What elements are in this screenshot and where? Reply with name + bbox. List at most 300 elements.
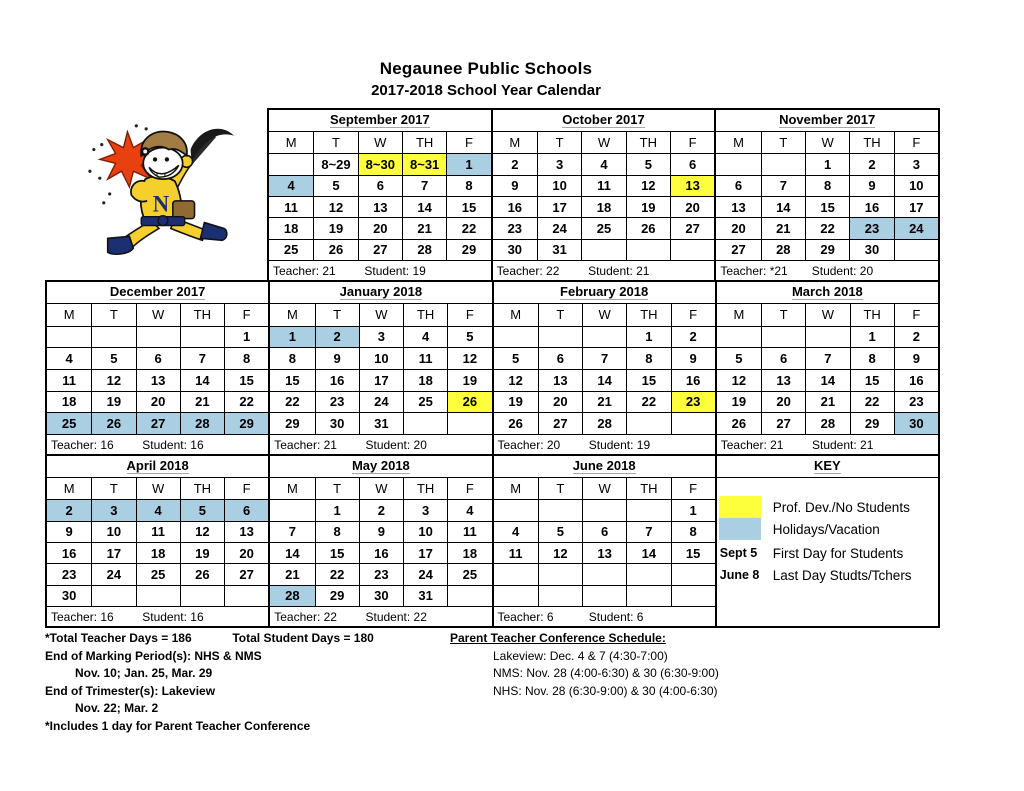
- day-cell: 18: [136, 542, 180, 563]
- day-cell: [626, 499, 670, 520]
- day-cell: 8: [224, 347, 268, 369]
- day-cell: 24: [403, 563, 447, 584]
- day-cell: [626, 412, 670, 434]
- day-cell: 22: [224, 391, 268, 413]
- day-cell: 30: [849, 239, 893, 260]
- footnotes-left: [45, 630, 374, 735]
- day-cell: [494, 585, 538, 606]
- calendar-title: 2017-2018 School Year Calendar: [371, 82, 601, 99]
- day-cell: 18: [403, 369, 447, 391]
- day-cell: [494, 563, 538, 584]
- month-grid: [269, 132, 491, 260]
- day-cell: 5: [313, 175, 357, 196]
- conference-line: NMS: Nov. 28 (4:00-6:30) & 30 (6:30-9:00): [493, 666, 719, 680]
- teacher-count: Teacher: *21: [720, 263, 788, 278]
- day-cell: 28: [402, 239, 446, 260]
- day-cell: 20: [224, 542, 268, 563]
- day-cell: 14: [761, 196, 805, 217]
- day-cell: 19: [91, 391, 135, 413]
- month-footer: [494, 434, 715, 454]
- day-header: M: [63, 307, 75, 323]
- day-header: W: [805, 304, 849, 326]
- day-cell: 14: [805, 369, 849, 391]
- day-cell: [447, 585, 491, 606]
- day-header: M: [510, 307, 522, 323]
- day-cell: 12: [313, 196, 357, 217]
- marking-period-header: End of Marking Period(s): NHS & NMS: [45, 648, 262, 663]
- day-header: TH: [180, 478, 224, 499]
- day-cell: 19: [494, 391, 538, 413]
- day-cell: 12: [91, 369, 135, 391]
- student-count: Student: 22: [365, 609, 427, 624]
- day-cell: 30: [315, 412, 359, 434]
- month-title: January 2018: [270, 282, 491, 304]
- day-cell: 11: [447, 521, 491, 542]
- month-footer: [494, 606, 715, 626]
- student-count: Student: 6: [588, 609, 644, 624]
- mascot-logo: [80, 116, 238, 264]
- day-cell: 28: [761, 239, 805, 260]
- day-cell: 19: [717, 391, 761, 413]
- day-cell: 19: [626, 196, 670, 217]
- day-header: M: [510, 481, 522, 497]
- day-cell: 29: [850, 412, 894, 434]
- day-cell: [494, 326, 538, 348]
- day-cell: 12: [717, 369, 761, 391]
- day-header: F: [447, 304, 491, 326]
- day-cell: 8~29: [313, 153, 357, 174]
- day-cell-holiday: 29: [224, 412, 268, 434]
- day-cell: 25: [403, 391, 447, 413]
- day-cell: 8: [626, 347, 670, 369]
- day-cell: [180, 585, 224, 606]
- month-footer: [493, 260, 715, 280]
- day-cell: 15: [805, 196, 849, 217]
- day-header: TH: [626, 478, 670, 499]
- conference-line: Lakeview: Dec. 4 & 7 (4:30-7:00): [493, 648, 668, 663]
- day-header: TH: [180, 304, 224, 326]
- last-day-date: June 8: [719, 568, 760, 582]
- day-cell: [447, 412, 491, 434]
- day-cell: 6: [136, 347, 180, 369]
- day-cell: 22: [850, 391, 894, 413]
- day-cell: 5: [494, 347, 538, 369]
- day-cell: 7: [180, 347, 224, 369]
- day-cell: 10: [403, 521, 447, 542]
- day-cell-holiday: 23: [849, 217, 893, 238]
- day-header: W: [136, 478, 180, 499]
- day-cell: 15: [626, 369, 670, 391]
- day-cell-holiday: 2: [315, 326, 359, 348]
- day-cell: 17: [359, 369, 403, 391]
- month-december-2017: [47, 282, 268, 454]
- month-title: November 2017: [716, 110, 938, 132]
- day-cell: 8: [850, 347, 894, 369]
- student-count: Student: 19: [364, 263, 426, 278]
- day-cell: 20: [670, 196, 714, 217]
- month-grid: [493, 132, 715, 260]
- day-cell: 16: [894, 369, 938, 391]
- day-header: F: [224, 304, 268, 326]
- front-boot: [108, 236, 134, 254]
- day-header: F: [894, 304, 938, 326]
- day-header: F: [446, 132, 490, 153]
- day-cell: 10: [894, 175, 938, 196]
- month-grid: [270, 304, 491, 434]
- day-cell: 26: [180, 563, 224, 584]
- day-cell-prof-dev: 23: [671, 391, 715, 413]
- month-march-2018: [717, 282, 938, 454]
- day-cell: 9: [315, 347, 359, 369]
- day-header: F: [224, 478, 268, 499]
- day-header: F: [671, 478, 715, 499]
- day-cell: 7: [402, 175, 446, 196]
- day-cell: [581, 239, 625, 260]
- month-grid: [47, 304, 268, 434]
- day-cell: 5: [91, 347, 135, 369]
- day-cell: 11: [47, 369, 91, 391]
- day-cell: 4: [494, 521, 538, 542]
- day-cell-holiday: 6: [224, 499, 268, 520]
- day-cell: 29: [446, 239, 490, 260]
- day-cell: 31: [359, 412, 403, 434]
- day-cell: 1: [671, 499, 715, 520]
- day-cell: 6: [358, 175, 402, 196]
- day-cell: 12: [494, 369, 538, 391]
- day-header: M: [63, 481, 75, 497]
- month-footer: [270, 606, 491, 626]
- day-cell: 8: [270, 347, 314, 369]
- day-cell: 21: [582, 391, 626, 413]
- student-count: Student: 20: [811, 263, 874, 278]
- day-cell: 12: [538, 542, 582, 563]
- day-cell: 29: [270, 412, 314, 434]
- day-cell-holiday: 1: [270, 326, 314, 348]
- day-cell: [582, 563, 626, 584]
- day-cell: [538, 326, 582, 348]
- day-cell: 13: [136, 369, 180, 391]
- day-header: W: [581, 132, 625, 153]
- day-cell: 16: [493, 196, 537, 217]
- day-cell-holiday: 2: [47, 499, 91, 520]
- flex-arm: [131, 181, 147, 202]
- day-cell: 2: [671, 326, 715, 348]
- day-cell: 11: [136, 521, 180, 542]
- day-cell: 13: [358, 196, 402, 217]
- day-header: TH: [403, 304, 447, 326]
- day-cell: 27: [358, 239, 402, 260]
- month-june-2018: [494, 456, 715, 626]
- teacher-count: Teacher: 21: [720, 437, 784, 452]
- day-cell: 10: [537, 175, 581, 196]
- day-cell: 2: [359, 499, 403, 520]
- teacher-count: Teacher: 16: [51, 437, 114, 452]
- day-header: F: [670, 132, 714, 153]
- month-february-2018: [494, 282, 715, 454]
- day-cell: [224, 585, 268, 606]
- day-cell: 31: [537, 239, 581, 260]
- day-header: M: [733, 135, 744, 151]
- day-header: T: [537, 132, 581, 153]
- day-cell: 15: [671, 542, 715, 563]
- eye-right: [165, 157, 169, 161]
- day-cell: 16: [47, 542, 91, 563]
- day-cell: 1: [315, 499, 359, 520]
- day-header: M: [509, 135, 521, 151]
- day-cell: 23: [47, 563, 91, 584]
- month-grid: [494, 478, 715, 606]
- day-header: T: [315, 304, 359, 326]
- day-cell: 1: [850, 326, 894, 348]
- day-cell-holiday: 28: [180, 412, 224, 434]
- day-cell: 24: [359, 391, 403, 413]
- day-cell: 13: [716, 196, 760, 217]
- day-cell: 20: [716, 217, 760, 238]
- day-cell: [403, 412, 447, 434]
- day-cell: 18: [269, 217, 313, 238]
- day-header: TH: [403, 478, 447, 499]
- day-cell: 1: [805, 153, 849, 174]
- day-cell: 6: [538, 347, 582, 369]
- day-header: T: [313, 132, 357, 153]
- day-cell: 2: [894, 326, 938, 348]
- day-header: W: [359, 304, 403, 326]
- day-cell: 6: [670, 153, 714, 174]
- trimester-dates: Nov. 22; Mar. 2: [75, 701, 159, 715]
- day-cell: 7: [582, 347, 626, 369]
- day-cell: 30: [359, 585, 403, 606]
- day-cell: [805, 326, 849, 348]
- day-cell: 17: [894, 196, 938, 217]
- school-name: Negaunee Public Schools: [379, 59, 593, 78]
- day-cell: 18: [447, 542, 491, 563]
- day-cell: 1: [224, 326, 268, 348]
- day-cell: 5: [717, 347, 761, 369]
- eye-left: [153, 157, 157, 161]
- student-count: Student: 16: [142, 609, 204, 624]
- trimester-header: End of Trimester(s): Lakeview: [45, 683, 216, 698]
- day-cell: 4: [581, 153, 625, 174]
- holiday-swatch: [719, 518, 761, 540]
- day-cell: 13: [224, 521, 268, 542]
- day-cell: 4: [403, 326, 447, 348]
- n-emblem: N: [152, 191, 170, 217]
- day-cell-holiday: 3: [91, 499, 135, 520]
- day-cell: 7: [805, 347, 849, 369]
- day-cell: 26: [626, 217, 670, 238]
- day-cell-holiday: 24: [894, 217, 938, 238]
- day-cell: 18: [581, 196, 625, 217]
- day-cell-holiday: 26: [91, 412, 135, 434]
- day-cell: [671, 585, 715, 606]
- conference-line: NHS: Nov. 28 (6:30-9:00) & 30 (4:00-6:30): [493, 683, 718, 698]
- month-september-2017: [269, 110, 491, 280]
- day-header: TH: [849, 132, 893, 153]
- day-cell: 7: [626, 521, 670, 542]
- day-cell-prof-dev: 8~31: [402, 153, 446, 174]
- day-cell: [894, 239, 938, 260]
- day-cell: 12: [447, 347, 491, 369]
- calendar-band-winter: [45, 280, 940, 456]
- day-cell: 14: [270, 542, 314, 563]
- day-header: TH: [850, 304, 894, 326]
- key-row-first-day: [719, 542, 936, 564]
- day-cell: 15: [224, 369, 268, 391]
- day-cell: 6: [716, 175, 760, 196]
- back-boot: [200, 223, 226, 241]
- day-header: T: [91, 304, 135, 326]
- month-title: December 2017: [47, 282, 268, 304]
- marking-period-dates: Nov. 10; Jan. 25, Mar. 29: [75, 666, 213, 680]
- teacher-count: Teacher: 16: [51, 609, 114, 624]
- day-cell: 2: [493, 153, 537, 174]
- month-title: September 2017: [269, 110, 491, 132]
- day-cell: 19: [180, 542, 224, 563]
- teacher-count: Teacher: 22: [274, 609, 337, 624]
- day-header: M: [286, 307, 298, 323]
- day-cell: 15: [270, 369, 314, 391]
- month-grid: [47, 478, 268, 606]
- day-cell: 11: [269, 196, 313, 217]
- day-cell: 27: [670, 217, 714, 238]
- day-cell: [582, 499, 626, 520]
- day-cell: [270, 499, 314, 520]
- day-cell: 24: [91, 563, 135, 584]
- month-may-2018: [270, 456, 491, 626]
- month-title: May 2018: [270, 456, 491, 478]
- calendar-band-spring: [45, 454, 940, 628]
- day-cell: [671, 412, 715, 434]
- day-header: T: [538, 478, 582, 499]
- month-footer: [716, 260, 938, 280]
- day-cell: [269, 153, 313, 174]
- day-cell: 8: [315, 521, 359, 542]
- key-title: KEY: [717, 456, 938, 478]
- day-cell: 6: [761, 347, 805, 369]
- day-cell: 20: [761, 391, 805, 413]
- month-title: October 2017: [493, 110, 715, 132]
- total-teacher-days: *Total Teacher Days = 186: [45, 631, 192, 645]
- month-grid: [716, 132, 938, 260]
- day-header: F: [894, 132, 938, 153]
- day-cell: 5: [447, 326, 491, 348]
- month-april-2018: [47, 456, 268, 626]
- day-cell: 26: [717, 412, 761, 434]
- day-cell: 19: [447, 369, 491, 391]
- day-cell: 28: [582, 412, 626, 434]
- key-body: [717, 478, 938, 626]
- day-cell: 9: [359, 521, 403, 542]
- day-cell: 25: [581, 217, 625, 238]
- day-cell: 3: [403, 499, 447, 520]
- day-cell: 15: [850, 369, 894, 391]
- page-header: [0, 59, 972, 99]
- day-cell: 9: [47, 521, 91, 542]
- day-cell: [761, 326, 805, 348]
- day-header: TH: [626, 304, 670, 326]
- day-cell: 26: [313, 239, 357, 260]
- day-cell: 19: [313, 217, 357, 238]
- day-header: T: [761, 132, 805, 153]
- day-cell: 23: [359, 563, 403, 584]
- month-grid: [494, 304, 715, 434]
- month-footer: [47, 606, 268, 626]
- day-cell: 21: [805, 391, 849, 413]
- day-cell: [582, 585, 626, 606]
- day-cell: 11: [403, 347, 447, 369]
- day-cell-holiday: 28: [270, 585, 314, 606]
- day-cell: 12: [626, 175, 670, 196]
- day-header: F: [671, 304, 715, 326]
- day-cell: 7: [761, 175, 805, 196]
- teacher-count: Teacher: 20: [497, 437, 561, 452]
- day-header: W: [359, 478, 403, 499]
- day-cell: [582, 326, 626, 348]
- day-cell: 27: [538, 412, 582, 434]
- day-cell: 7: [270, 521, 314, 542]
- month-title: April 2018: [47, 456, 268, 478]
- day-cell: [626, 563, 670, 584]
- first-day-date: Sept 5: [719, 546, 758, 560]
- day-cell-holiday: 5: [180, 499, 224, 520]
- day-header: M: [286, 481, 298, 497]
- day-cell: 23: [894, 391, 938, 413]
- day-cell: 2: [849, 153, 893, 174]
- day-cell: 12: [180, 521, 224, 542]
- day-header: T: [538, 304, 582, 326]
- month-title: March 2018: [717, 282, 938, 304]
- day-cell: 10: [359, 347, 403, 369]
- day-header: T: [91, 478, 135, 499]
- day-cell: 3: [537, 153, 581, 174]
- day-header: M: [285, 135, 297, 151]
- day-cell: 17: [403, 542, 447, 563]
- month-footer: [270, 434, 491, 454]
- day-cell: 5: [626, 153, 670, 174]
- day-cell: 20: [136, 391, 180, 413]
- student-count: Student: 19: [588, 437, 651, 452]
- day-cell: 5: [538, 521, 582, 542]
- day-cell: 23: [315, 391, 359, 413]
- first-day-label: First Day for Students: [772, 545, 904, 561]
- holiday-label: Holidays/Vacation: [772, 521, 880, 537]
- day-cell: [670, 239, 714, 260]
- day-cell: 21: [761, 217, 805, 238]
- day-cell: 25: [269, 239, 313, 260]
- day-cell: 27: [716, 239, 760, 260]
- day-header: W: [358, 132, 402, 153]
- day-cell: 14: [180, 369, 224, 391]
- day-cell: [626, 585, 670, 606]
- day-cell: [136, 326, 180, 348]
- student-count: Student: 21: [811, 437, 874, 452]
- day-cell: 8: [446, 175, 490, 196]
- day-header: T: [315, 478, 359, 499]
- day-cell: 22: [805, 217, 849, 238]
- day-cell-prof-dev: 13: [670, 175, 714, 196]
- key-row-last-day: [719, 564, 936, 586]
- day-cell-holiday: 30: [894, 412, 938, 434]
- student-count: Student: 20: [365, 437, 427, 452]
- day-cell: 14: [582, 369, 626, 391]
- day-cell: 11: [581, 175, 625, 196]
- day-cell: 15: [315, 542, 359, 563]
- day-cell: 13: [761, 369, 805, 391]
- day-cell: [91, 585, 135, 606]
- day-cell: [47, 326, 91, 348]
- month-title: February 2018: [494, 282, 715, 304]
- day-cell: 27: [224, 563, 268, 584]
